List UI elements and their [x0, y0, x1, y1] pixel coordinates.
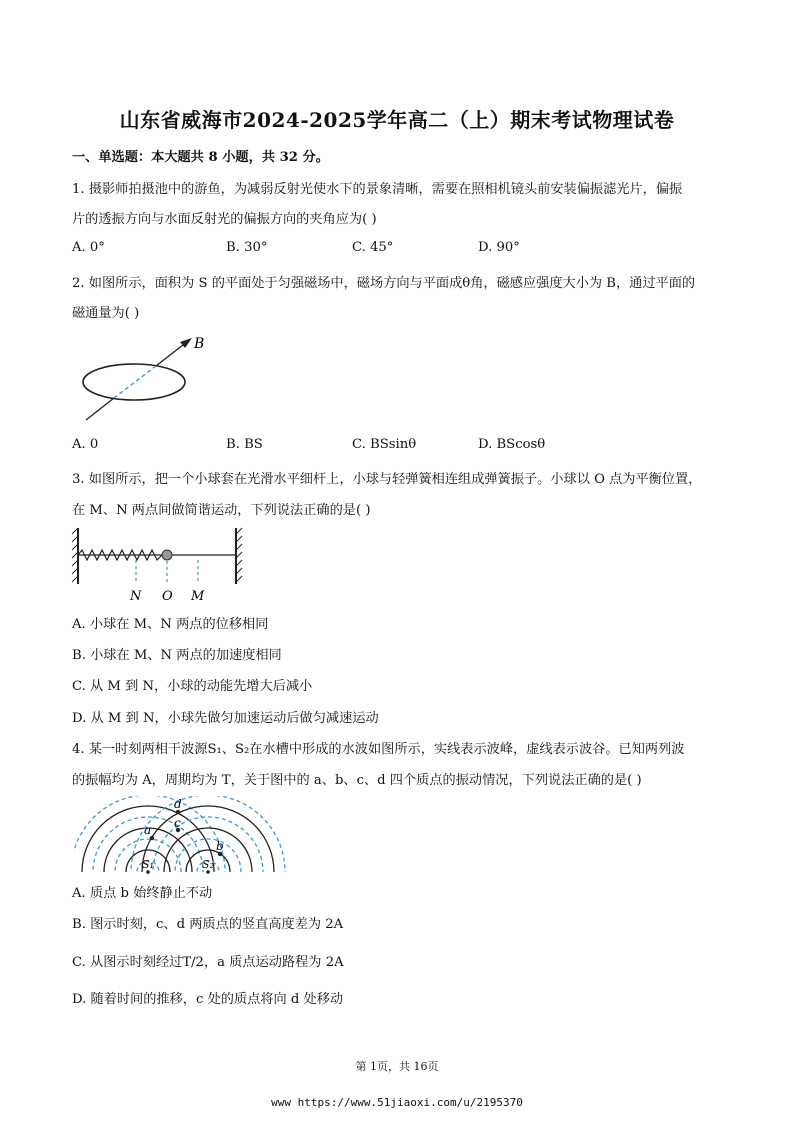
q4-option-c: C. 从图示时刻经过T/2，a 质点运动路程为 2A [72, 955, 344, 970]
q1-text-line2: 片的透振方向与水面反射光的偏振方向的夹角应为( ) [72, 212, 377, 227]
q3-spring-oscillator-figure [70, 524, 250, 606]
q4-option-a: A. 质点 b 始终静止不动 [72, 886, 213, 901]
b-field-line-dashed [114, 366, 156, 398]
page-title: 山东省威海市2024-2025学年高二（上）期末考试物理试卷 [119, 108, 675, 132]
q2-option-a: A. 0 [72, 437, 99, 452]
q3-option-b: B. 小球在 M、N 两点的加速度相同 [72, 648, 282, 663]
q1-option-c: C. 45° [352, 240, 394, 255]
q2-option-c: C. BSsinθ [352, 437, 417, 452]
q4-option-b: B. 图示时刻，c、d 两质点的竖直高度差为 2A [72, 917, 344, 932]
q3-option-c: C. 从 M 到 N，小球的动能先增大后减小 [72, 679, 313, 694]
label-c: c [174, 816, 181, 830]
q1-text-line1: 1. 摄影师拍摄池中的游鱼，为减弱反射光使水下的景象清晰，需要在照相机镜头前安装偏振滤光片，偏振 [72, 182, 683, 197]
ball [162, 550, 172, 560]
q3-text-line2: 在 M、N 两点间做简谐运动，下列说法正确的是( ) [72, 503, 371, 518]
label-a: a [144, 823, 152, 837]
q2-option-d: D. BScosθ [478, 437, 546, 452]
label-s1: S₁ [142, 858, 154, 871]
label-b: b [216, 839, 224, 853]
m-label: M [191, 589, 205, 604]
b-field-line-lower [86, 398, 114, 420]
q4-text-line1: 4. 某一时刻两相干波源S₁、S₂在水槽中形成的水波如图所示，实线表示波峰，虚线表示波谷。已知两列波 [72, 742, 685, 757]
q3-option-d: D. 从 M 到 N，小球先做匀加速运动后做匀减速运动 [72, 711, 379, 726]
q3-text-line1: 3. 如图所示，把一个小球套在光滑水平细杆上，小球与轻弹簧相连组成弹簧振子。小球以 O 点为平衡位置， [72, 472, 702, 487]
q1-option-a: A. 0° [72, 240, 105, 255]
o-label: O [162, 589, 173, 604]
q4-text-line2: 的振幅均为 A，周期均为 T，关于图中的 a、b、c、d 四个质点的振动情况，下列说法正确的是( ) [72, 773, 642, 788]
q2-text-line1: 2. 如图所示，面积为 S 的平面处于匀强磁场中，磁场方向与平面成θ角，磁感应强度大小为 B，通过平面的 [72, 276, 696, 291]
q4-wave-interference-figure [74, 796, 294, 874]
q1-option-b: B. 30° [226, 240, 268, 255]
q2-text-line2: 磁通量为( ) [72, 306, 140, 321]
q4-option-d: D. 随着时间的推移，c 处的质点将向 d 处移动 [72, 992, 344, 1007]
section-heading: 一、单选题：本大题共 8 小题，共 32 分。 [72, 150, 329, 165]
n-label: N [130, 589, 142, 604]
q1-option-d: D. 90° [478, 240, 520, 255]
label-d: d [174, 797, 182, 811]
label-s2: S₂ [202, 858, 214, 871]
b-field-label: B [194, 336, 205, 352]
q2-option-b: B. BS [226, 437, 263, 452]
q2-magnetic-flux-figure [76, 332, 226, 428]
plane-ellipse [83, 364, 185, 400]
q3-option-a: A. 小球在 M、N 两点的位移相同 [72, 617, 269, 632]
page-footer: 第 1页，共 16页 [355, 1060, 439, 1073]
watermark-link[interactable]: www https://www.51jiaoxi.com/u/2195370 [271, 1096, 523, 1109]
